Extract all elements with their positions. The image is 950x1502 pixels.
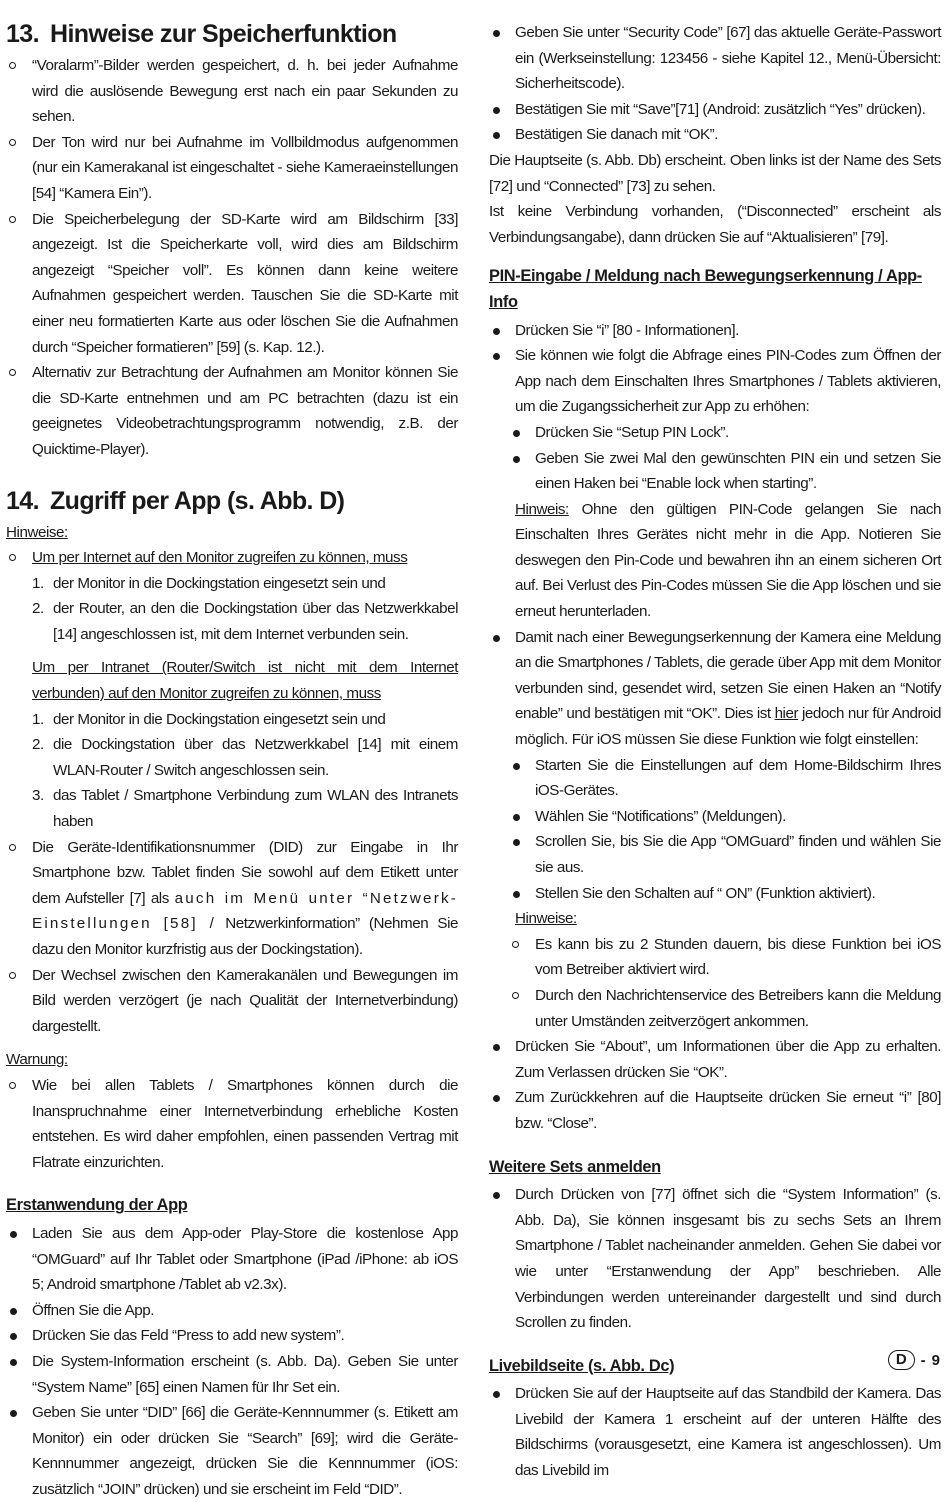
pin-hinweis-label: Hinweis: [515,500,569,518]
hinweise-label-right [489,906,941,932]
section-14-heading [6,485,458,517]
list-item [6,963,458,1040]
page-footer [888,1350,940,1370]
item-number: 2. [32,600,44,618]
weitere-sets-heading: Weitere Sets anmelden [489,1157,661,1176]
list-item [6,207,458,361]
list-item [489,20,941,97]
hinweise-label: Hinweise: [6,523,68,541]
sub-list-item [509,881,941,907]
hinweise-label-text: Hinweise: [515,910,577,928]
did-text-b: auch im Menü unter “Netzwerk-Einstellungen [58] / [32,889,459,933]
did-text-c: Netzwerkinformation” (Nehmen Sie dazu den Monitor kurzfristig aus der Dockingstation). [32,915,459,958]
pin-hinweis-text: Ohne den gültigen PIN-Code gelangen Sie nach Einschalten Ihres Gerätes nicht mehr in die App. Notieren Sie deswegen den Pin-Code und bewahren ihn an einem sicheren Ort auf. Bei Verlust des Pin-Codes müssen Sie die App löschen und sie erneut herunterladen. [515,500,941,621]
list-item-text: Durch Drücken von [77] öffnet sich die “System Information” (s. Abb. Da), Sie können insgesamt bis zu sechs Sets an Ihrem Smartphone / Tablet nacheinander anmelden. Gehen Sie dabei vor wie unter “Erstanwendung der App” beschrieben. Alle Verbindungen werden untereinander dargestellt und sind durch Scrollen zu finden. [515,1186,941,1332]
list-item [6,360,458,462]
intranet-intro-text: Um per Intranet (Router/Switch ist nicht mit dem Internet verbunden) auf den Monitor zugreifen zu können, muss [32,659,458,703]
list-item-text: Es kann bis zu 2 Stunden dauern, bis diese Funktion bei iOS vom Betreiber aktiviert wird. [535,935,941,979]
notify-hier: hier [774,705,799,723]
list-item-text: Drücken Sie “About”, um Informationen über die App zu erhalten. Zum Verlassen drücken Sie “OK”. [515,1038,941,1081]
list-item-text: Scrollen Sie, bis Sie die App “OMGuard” finden und wählen Sie sie aus. [535,833,941,876]
list-item-text: Zum Zurückkehren auf die Hauptseite drücken Sie erneut “i” [80] bzw. “Close”. [515,1089,941,1132]
warnung-label: Warnung: [6,1051,68,1069]
language-badge: D [888,1350,915,1370]
numbered-item [6,571,458,597]
list-item-text: Die Speicherbelegung der SD-Karte wird am Bildschirm [33] angezeigt. Ist die Speicherkarte voll, wird dies am Bildschirm angezeigt “Speicher voll”. Es können dann keine weitere Aufnahmen gespeichert werden. Tauschen Sie die SD-Karte mit einer neu formatierten Karte aus oder löschen Sie die Aufnahmen durch “Speicher formatieren” [59] (s. Kap. 12.). [32,210,458,356]
section-number: 13. [6,20,39,48]
sub-list-item [509,446,941,497]
list-item [6,545,458,571]
list-item [6,1298,458,1324]
erstanwendung-heading: Erstanwendung der App [6,1196,188,1215]
item-number: 3. [32,787,44,805]
list-item-text: Sie können wie folgt die Abfrage eines PIN-Codes zum Öffnen der App nach dem Einschalten Ihres Smartphones / Tablets aktivieren, um die Zugangssicherheit zur App zu erhöhen: [515,347,941,416]
list-item [489,318,941,344]
numbered-item [6,707,458,733]
section-title: Zugriff per App (s. Abb. D) [50,486,345,515]
sub-list-item [509,753,941,804]
section-number: 14. [6,486,39,515]
list-item-text: Alternativ zur Betrachtung der Aufnahmen am Monitor können Sie die SD-Karte entnehmen und am PC betrachten (dazu ist ein geeignetes Videobetrachtungsprogramm notwendig, z.B. der Quicktime-Player). [32,364,458,458]
list-item [6,1400,458,1502]
item-text: die Dockingstation über das Netzwerkkabel [14] mit einem WLAN-Router / Switch angeschlossen sein. [53,736,458,779]
list-item-text: Drücken Sie “Setup PIN Lock”. [535,423,729,441]
item-text: der Router, an den die Dockingstation über das Netzwerkkabel [14] angeschlossen ist, mit dem Internet verbunden sein. [53,600,458,643]
list-item-text: Starten Sie die Einstellungen auf dem Home-Bildschirm Ihres iOS-Gerätes. [535,756,941,800]
item-text: der Monitor in die Dockingstation eingesetzt sein und [53,574,386,592]
numbered-item [6,732,458,783]
pin-heading: PIN-Eingabe / Meldung nach Bewegungserkennung / App-Info [489,267,922,311]
intranet-intro [6,655,458,706]
item-number: 2. [32,736,44,754]
numbered-item [6,596,458,647]
notify-text-b: jedoch nur für Android möglich. Für iOS müssen Sie diese Funktion wie folgt einstellen: [515,705,941,749]
pin-hinweis [489,497,941,625]
list-item-text: Stellen Sie den Schalten auf “ ON” (Funktion aktiviert). [535,884,876,902]
list-item-text: Bestätigen Sie danach mit “OK”. [515,126,718,144]
list-item-text: Der Ton wird nur bei Aufnahme im Vollbildmodus aufgenommen (nur ein Kamerakanal ist eingeschaltet - siehe Kameraeinstellungen [54] “Kamera Ein”). [32,133,458,202]
page-number: 9 [931,1351,940,1369]
list-item [6,53,458,130]
list-item [489,343,941,420]
list-item [6,1073,458,1175]
footer-separator: - [920,1351,926,1369]
list-item [6,1323,458,1349]
list-item [489,1085,941,1136]
section-13-heading [6,18,458,50]
item-text: der Monitor in die Dockingstation eingesetzt sein und [53,710,386,728]
sub-list-item [509,983,941,1034]
notify-text-a: Damit nach einer Bewegungserkennung der Kamera eine Meldung an die Smartphones / Tablets, die gerade über App mit dem Monitor verbunden sind, gesendet wird, setzen Sie einen Haken an “Notify enable” und bestätigen mit “OK”. Dies ist [515,628,941,723]
sub-list-item [509,420,941,446]
list-item-text: Öffnen Sie die App. [32,1301,155,1319]
left-column [6,18,458,1502]
list-item [489,122,941,148]
right-column [489,20,941,1484]
item-number: 1. [32,710,44,728]
list-item-text: Wählen Sie “Notifications” (Meldungen). [535,807,786,825]
list-item-text: Geben Sie zwei Mal den gewünschten PIN ein und setzen Sie einen Haken bei “Enable lock when starting”. [535,449,941,493]
list-item [489,1034,941,1085]
list-item-text: “Voralarm”-Bilder werden gespeichert, d. h. bei jeder Aufnahme wird die auslösende Bewegung erst nach ein paar Sekunden zu sehen. [32,57,458,126]
list-item [489,1182,941,1336]
list-item [6,1221,458,1298]
did-text-a: Die Geräte-Identifikationsnummer (DID) zur Eingabe in Ihr Smartphone bzw. Tablet finden Sie sowohl auf dem Etikett unter dem Aufsteller [7] als [32,838,458,907]
list-item [489,1381,941,1483]
sub-list-item [509,932,941,983]
list-item-text: Drücken Sie auf der Hauptseite auf das Standbild der Kamera. Das Livebild der Kamera 1 erscheint auf der unteren Hälfte des Bildschirms (vorausgesetzt, eine Kamera ist angeschlossen). Um das Livebild im [515,1385,941,1480]
internet-intro: Um per Internet auf den Monitor zugreifen zu können, muss [32,549,408,567]
list-item-text: Drücken Sie das Feld “Press to add new system”. [32,1327,345,1345]
section-title: Hinweise zur Speicherfunktion [50,20,397,48]
list-item [6,1349,458,1400]
item-number: 1. [32,574,44,592]
list-item-text: Laden Sie aus dem App-oder Play-Store die kostenlose App “OMGuard” auf Ihr Tablet oder Smartphone (iPad /iPhone: ab iOS 5; Android smartphone /Tablet ab v2.3x). [32,1224,458,1294]
list-item [489,625,941,753]
sub-list-item [509,829,941,880]
list-item [6,835,458,963]
list-item-text: Geben Sie unter “Security Code” [67] das aktuelle Geräte-Passwort ein (Werkseinstellung: 123456 - siehe Kapitel 12., Menü-Übersicht: Sicherheitscode). [515,24,941,93]
list-item-text: Der Wechsel zwischen den Kamerakanälen und Bewegungen im Bild werden verzögert (je nach Qualität der Internetverbindung) dargestellt. [32,966,458,1035]
list-item [489,97,941,123]
list-item-text: Wie bei allen Tablets / Smartphones können durch die Inanspruchnahme einer Internetverbindung erhebliche Kosten entstehen. Es wird daher empfohlen, einen passenden Vertrag mit Flatrate einzurichten. [32,1076,458,1171]
keine-verbindung-text: Ist keine Verbindung vorhanden, (“Disconnected” erscheint als Verbindungsangabe), dann drücken Sie auf “Aktualisieren” [79]. [489,203,941,246]
list-item-text: Geben Sie unter “DID” [66] die Geräte-Kennnummer (s. Etikett am Monitor) ein oder drücken Sie “Search” [69]; wird die Geräte-Kennnummer angezeigt, drücken Sie die Kennnummer (iOS: zusätzlich “JOIN” drücken) und sie erscheint im Feld “DID”. [32,1404,458,1498]
sub-list-item [509,804,941,830]
list-item-text: Bestätigen Sie mit “Save”[71] (Android: zusätzlich “Yes” drücken). [515,100,926,118]
numbered-item [6,783,458,834]
item-text: das Tablet / Smartphone Verbindung zum WLAN des Intranets haben [53,787,458,831]
list-item [6,130,458,207]
list-item-text: Die System-Information erscheint (s. Abb. Da). Geben Sie unter “System Name” [65] einen Namen für Ihr Set ein. [32,1352,458,1396]
livebildseite-heading: Livebildseite (s. Abb. Dc) [489,1356,675,1375]
hauptseite-text: Die Hauptseite (s. Abb. Db) erscheint. Oben links ist der Name des Sets [72] und “Connected” [73] zu sehen. [489,151,941,195]
list-item-text: Drücken Sie “i” [80 - Informationen]. [515,321,739,339]
list-item-text: Durch den Nachrichtenservice des Betreibers kann die Meldung unter Umständen zeitverzögert ankommen. [535,986,941,1030]
